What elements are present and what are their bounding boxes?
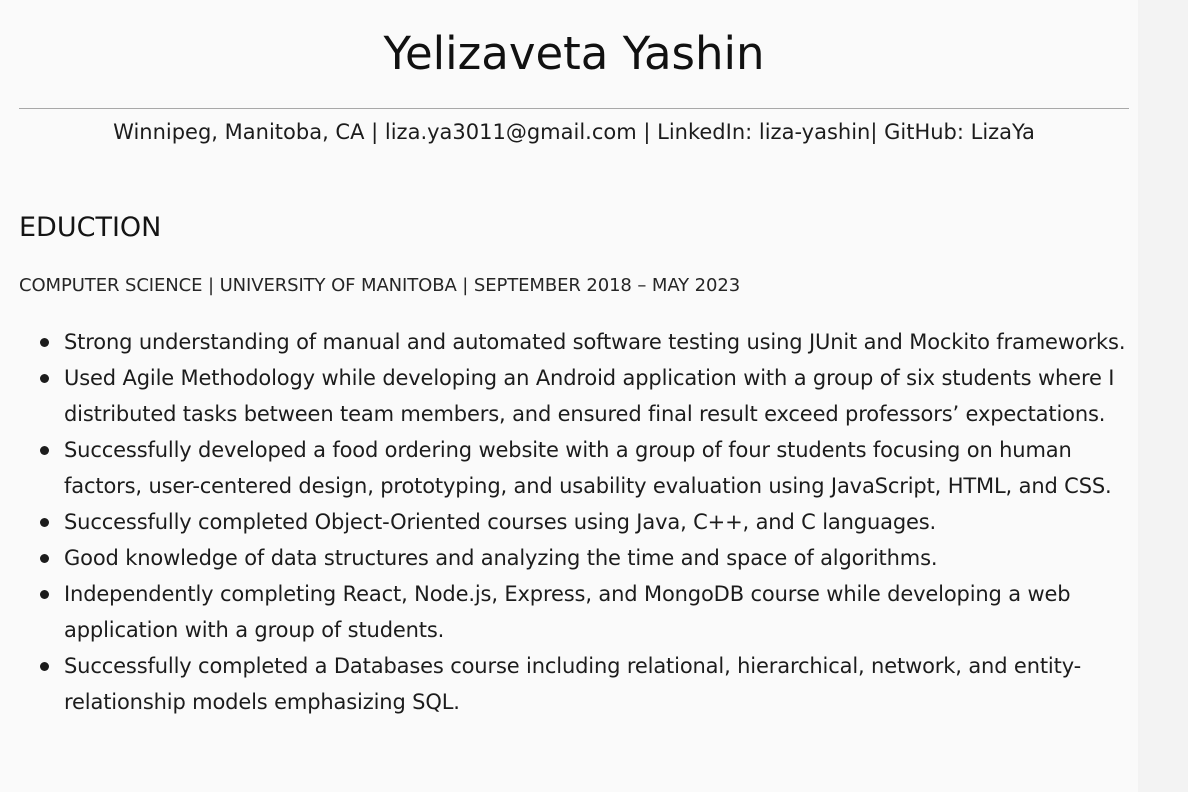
list-item <box>19 324 1129 360</box>
education-section-title: EDUCTION <box>19 212 162 243</box>
scroll-gutter <box>1138 0 1188 792</box>
education-degree-line: COMPUTER SCIENCE | UNIVERSITY OF MANITOBA | SEPTEMBER 2018 – MAY 2023 <box>19 275 741 296</box>
bullet-text: Successfully completed Object-Oriented courses using Java, C++, and C languages. <box>64 510 937 534</box>
header-divider <box>19 108 1129 109</box>
bullet-text: Good knowledge of data structures and analyzing the time and space of algorithms. <box>64 546 938 570</box>
resume-name: Yelizaveta Yashin <box>383 27 765 80</box>
bullet-text: Independently completing React, Node.js, Express, and MongoDB course while developing a web application with a group of students. <box>64 582 1071 642</box>
bullet-icon <box>40 446 49 455</box>
bullet-icon <box>40 554 49 563</box>
list-item <box>19 360 1129 432</box>
bullet-icon <box>40 338 49 347</box>
bullet-text: Used Agile Methodology while developing an Android application with a group of six students where I distributed tasks between team members, and ensured final result exceed professors’ expectations. <box>64 366 1115 426</box>
bullet-icon <box>40 374 49 383</box>
list-item <box>19 540 1129 576</box>
list-item <box>19 648 1129 720</box>
list-item <box>19 576 1129 648</box>
list-item <box>19 504 1129 540</box>
bullet-text: Successfully developed a food ordering website with a group of four students focusing on human factors, user-centered design, prototyping, and usability evaluation using JavaScript, HTML, and CSS. <box>64 438 1112 498</box>
bullet-icon <box>40 518 49 527</box>
bullet-text: Successfully completed a Databases course including relational, hierarchical, network, and entity-relationship models emphasizing SQL. <box>64 654 1082 714</box>
education-bullet-list <box>19 324 1129 720</box>
list-item <box>19 432 1129 504</box>
resume-content <box>19 0 1129 714</box>
bullet-icon <box>40 590 49 599</box>
bullet-icon <box>40 662 49 671</box>
contact-line: Winnipeg, Manitoba, CA | liza.ya3011@gmail.com | LinkedIn: liza-yashin| GitHub: LizaYa <box>113 120 1035 144</box>
bullet-text: Strong understanding of manual and automated software testing using JUnit and Mockito frameworks. <box>64 330 1126 354</box>
